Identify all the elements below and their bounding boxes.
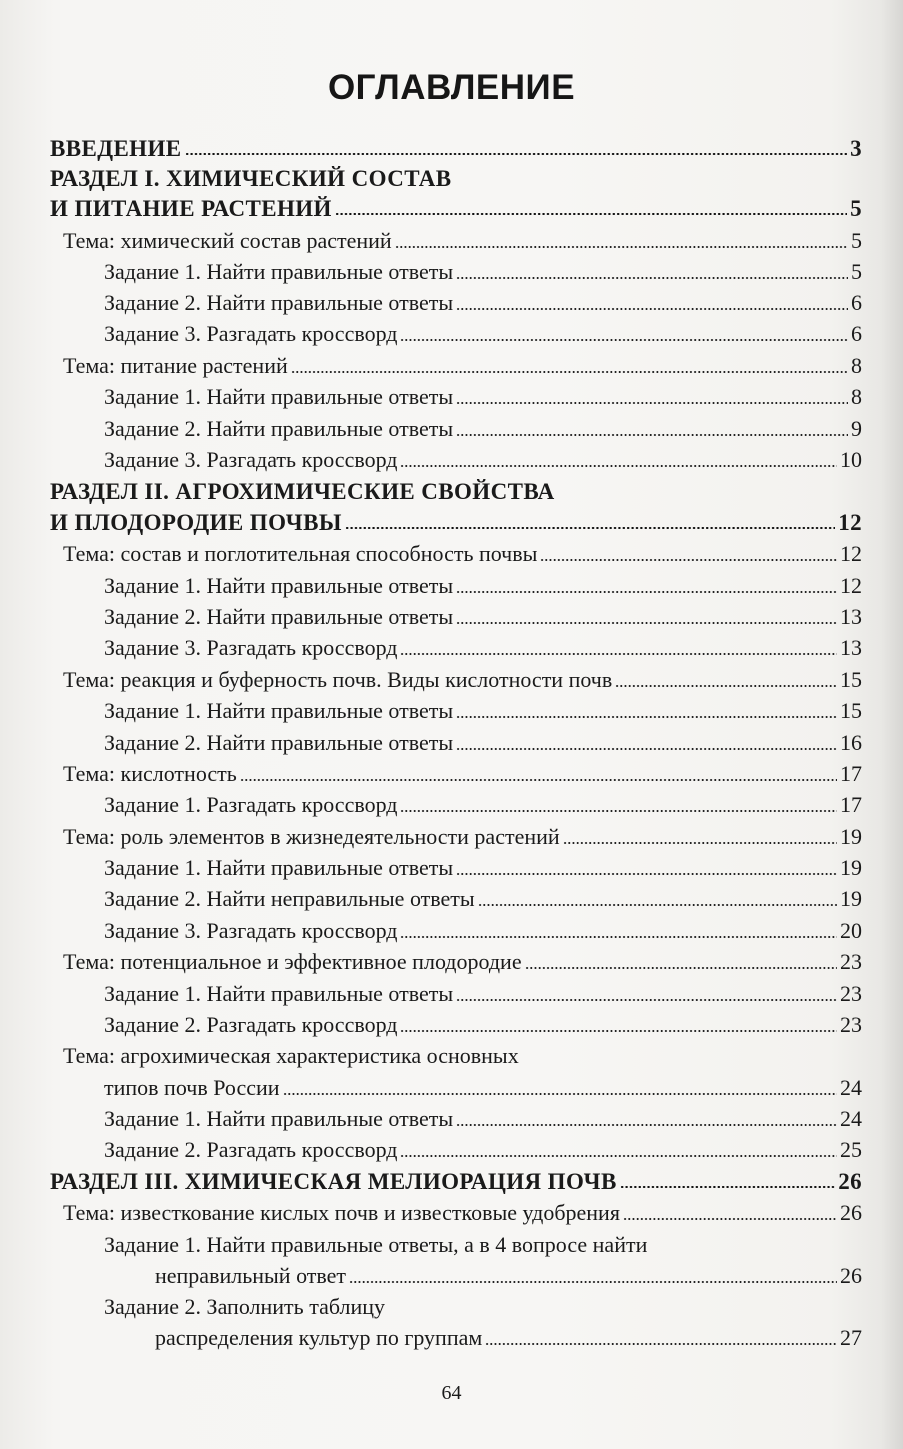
toc-topic-entry: [63, 348, 862, 379]
dot-leader: [456, 716, 837, 718]
toc-entry-title: Задание 1. Найти правильные ответы, а в 4 вопросе найти: [104, 1232, 648, 1257]
dot-leader: [525, 967, 837, 969]
toc-section-entry: [50, 131, 862, 162]
toc-entry-title: Задание 2. Найти правильные ответы: [104, 290, 454, 315]
toc-task-entry: [104, 976, 862, 1007]
toc-entry-title: Задание 2. Найти правильные ответы: [104, 604, 454, 629]
toc-task-entry: [104, 316, 862, 347]
toc-task-entry: [104, 913, 862, 944]
toc-entry-page: 6: [851, 321, 862, 346]
toc-task-entry: [104, 379, 862, 410]
dot-leader: [620, 1186, 835, 1189]
toc-entry-title: ВВЕДЕНИЕ: [50, 136, 182, 161]
toc-entry-page: 8: [851, 384, 862, 409]
dot-leader: [478, 904, 837, 906]
dot-leader: [540, 559, 837, 561]
toc-entry-title: Задание 3. Разгадать кроссворд: [104, 321, 398, 346]
toc-entry-page: 20: [840, 918, 862, 943]
toc-entry-page: 26: [840, 1200, 862, 1225]
toc-entry-page: 24: [840, 1075, 862, 1100]
toc-entry-page: 26: [838, 1169, 862, 1194]
toc-section-entry: [50, 505, 862, 536]
toc-entry-title: Задание 1. Найти правильные ответы: [104, 259, 454, 284]
dot-leader: [400, 810, 837, 812]
toc-task-entry: [104, 411, 862, 442]
page-edge-shadow: [881, 0, 903, 1449]
toc-topic-entry: [63, 536, 862, 567]
toc-entry-page: 24: [840, 1106, 862, 1131]
toc-entry-title: Задание 2. Разгадать кроссворд: [104, 1137, 398, 1162]
toc-entry-page: 27: [840, 1325, 862, 1350]
toc-entry-title: Тема: питание растений: [63, 353, 288, 378]
toc-entry-page: 17: [840, 761, 862, 786]
toc-entry-title: Задание 1. Найти правильные ответы: [104, 981, 454, 1006]
dot-leader: [400, 339, 848, 341]
toc-entry-title: РАЗДЕЛ III. ХИМИЧЕСКАЯ МЕЛИОРАЦИЯ ПОЧВ: [50, 1169, 617, 1194]
toc-entry-page: 25: [840, 1137, 862, 1162]
toc-entry-title: Тема: агрохимическая характеристика основных: [63, 1043, 519, 1068]
toc-task-entry: [104, 1132, 862, 1163]
toc-entry-page: 23: [840, 949, 862, 974]
toc-task-entry: [155, 1258, 862, 1289]
toc-topic-entry: [63, 223, 862, 254]
toc-entry-title: Задание 2. Найти неправильные ответы: [104, 886, 475, 911]
toc-task-entry: [104, 1289, 862, 1320]
toc-entry-title: И ПЛОДОРОДИЕ ПОЧВЫ: [50, 510, 342, 535]
toc-entry-page: 15: [840, 698, 862, 723]
dot-leader: [335, 213, 847, 216]
toc-entry-title: РАЗДЕЛ II. АГРОХИМИЧЕСКИЕ СВОЙСТВА: [50, 479, 555, 504]
toc-entry-page: 8: [851, 353, 862, 378]
toc-entry-title: неправильный ответ: [155, 1263, 347, 1288]
dot-leader: [400, 1030, 837, 1032]
toc-entry-title: Задание 2. Найти правильные ответы: [104, 730, 454, 755]
toc-entry-page: 19: [840, 855, 862, 880]
toc-task-entry: [104, 881, 862, 912]
toc-task-entry: [155, 1320, 862, 1351]
toc-entry-title: Тема: состав и поглотительная способность почвы: [63, 541, 538, 566]
toc-entry-page: 15: [840, 667, 862, 692]
toc-entry-page: 12: [840, 541, 862, 566]
dot-leader: [623, 1218, 837, 1220]
toc-topic-entry: [63, 819, 862, 850]
toc-entry-page: 17: [840, 792, 862, 817]
toc-entry-title: Тема: кислотность: [63, 761, 237, 786]
toc-task-entry: [104, 1007, 862, 1038]
toc-entry-title: распределения культур по группам: [155, 1325, 483, 1350]
toc-topic-entry: [63, 662, 862, 693]
toc-entry-title: Задание 3. Разгадать кроссворд: [104, 918, 398, 943]
toc-topic-entry: [63, 944, 862, 975]
dot-leader: [240, 779, 837, 781]
dot-leader: [456, 308, 848, 310]
dot-leader: [283, 1093, 837, 1095]
dot-leader: [349, 1281, 837, 1283]
toc-entry-page: 12: [840, 573, 862, 598]
toc-entry-title: Задание 3. Разгадать кроссворд: [104, 447, 398, 472]
dot-leader: [563, 842, 837, 844]
dot-leader: [456, 1124, 837, 1126]
toc-entry-page: 9: [851, 416, 862, 441]
page-title: ОГЛАВЛЕНИЕ: [327, 68, 576, 107]
toc-entry-title: Тема: потенциальное и эффективное плодородие: [63, 949, 522, 974]
toc-task-entry: [104, 285, 862, 316]
toc-task-entry: [104, 442, 862, 473]
toc-entry-title: Задание 2. Разгадать кроссворд: [104, 1012, 398, 1037]
toc-entry-title: Тема: реакция и буферность почв. Виды кислотности почв: [63, 667, 613, 692]
toc-entry-page: 5: [851, 259, 862, 284]
dot-leader: [400, 1155, 837, 1157]
toc-entry-page: 19: [840, 824, 862, 849]
toc-entry-title: Задание 1. Найти правильные ответы: [104, 573, 454, 598]
dot-leader: [456, 999, 837, 1001]
toc-entry-title: типов почв России: [104, 1075, 280, 1100]
dot-leader: [456, 591, 837, 593]
toc-section-entry: [50, 1164, 862, 1195]
toc-entry-title: Тема: известкование кислых почв и известковые удобрения: [63, 1200, 620, 1225]
dot-leader: [400, 936, 837, 938]
toc-task-entry: [104, 725, 862, 756]
toc-entry-title: Тема: химический состав растений: [63, 228, 392, 253]
dot-leader: [615, 685, 837, 687]
toc-task-entry: [104, 1227, 862, 1258]
toc-entry-title: Задание 3. Разгадать кроссворд: [104, 635, 398, 660]
toc-task-entry: [104, 850, 862, 881]
toc-entry-title: Тема: роль элементов в жизнедеятельности растений: [63, 824, 560, 849]
toc-entry-page: 19: [840, 886, 862, 911]
toc-entry-page: 12: [838, 510, 862, 535]
toc-entry-page: 10: [840, 447, 862, 472]
toc-section-entry: [50, 191, 862, 222]
dot-leader: [456, 748, 837, 750]
toc-task-entry: [104, 599, 862, 630]
toc-task-entry: [104, 1070, 862, 1101]
toc-entry-title: РАЗДЕЛ I. ХИМИЧЕСКИЙ СОСТАВ: [50, 166, 452, 191]
toc-section-entry: [50, 161, 862, 192]
toc-entry-page: 3: [850, 136, 862, 161]
toc-entry-page: 13: [840, 604, 862, 629]
dot-leader: [456, 873, 837, 875]
toc-topic-entry: [63, 756, 862, 787]
toc-entry-page: 6: [851, 290, 862, 315]
toc-entry-title: Задание 1. Найти правильные ответы: [104, 384, 454, 409]
toc-entry-title: Задание 2. Заполнить таблицу: [104, 1294, 386, 1319]
toc-entry-title: Задание 1. Найти правильные ответы: [104, 698, 454, 723]
dot-leader: [395, 246, 848, 248]
toc-entry-page: 5: [851, 228, 862, 253]
toc-entry-page: 23: [840, 981, 862, 1006]
dot-leader: [456, 402, 848, 404]
toc-entry-title: Задание 1. Разгадать кроссворд: [104, 792, 398, 817]
toc-task-entry: [104, 630, 862, 661]
toc-entry-title: Задание 1. Найти правильные ответы: [104, 1106, 454, 1131]
dot-leader: [485, 1343, 837, 1345]
dot-leader: [400, 653, 837, 655]
toc-task-entry: [104, 787, 862, 818]
dot-leader: [456, 277, 848, 279]
toc-topic-entry: [63, 1195, 862, 1226]
dot-leader: [345, 527, 835, 530]
toc-section-entry: [50, 474, 862, 505]
toc-task-entry: [104, 254, 862, 285]
toc-task-entry: [104, 1101, 862, 1132]
dot-leader: [456, 622, 837, 624]
toc-task-entry: [104, 568, 862, 599]
toc-task-entry: [104, 693, 862, 724]
toc-entry-page: 26: [840, 1263, 862, 1288]
toc-entry-title: Задание 2. Найти правильные ответы: [104, 416, 454, 441]
toc-entry-page: 5: [850, 196, 862, 221]
toc-entry-page: 23: [840, 1012, 862, 1037]
dot-leader: [400, 465, 837, 467]
dot-leader: [291, 371, 848, 373]
toc-entry-title: Задание 1. Найти правильные ответы: [104, 855, 454, 880]
toc-entry-page: 13: [840, 635, 862, 660]
dot-leader: [185, 153, 848, 156]
dot-leader: [456, 434, 848, 436]
toc-entry-title: И ПИТАНИЕ РАСТЕНИЙ: [50, 196, 332, 221]
toc-topic-entry: [63, 1038, 862, 1069]
page-number: 64: [441, 1382, 462, 1404]
toc-entry-page: 16: [840, 730, 862, 755]
